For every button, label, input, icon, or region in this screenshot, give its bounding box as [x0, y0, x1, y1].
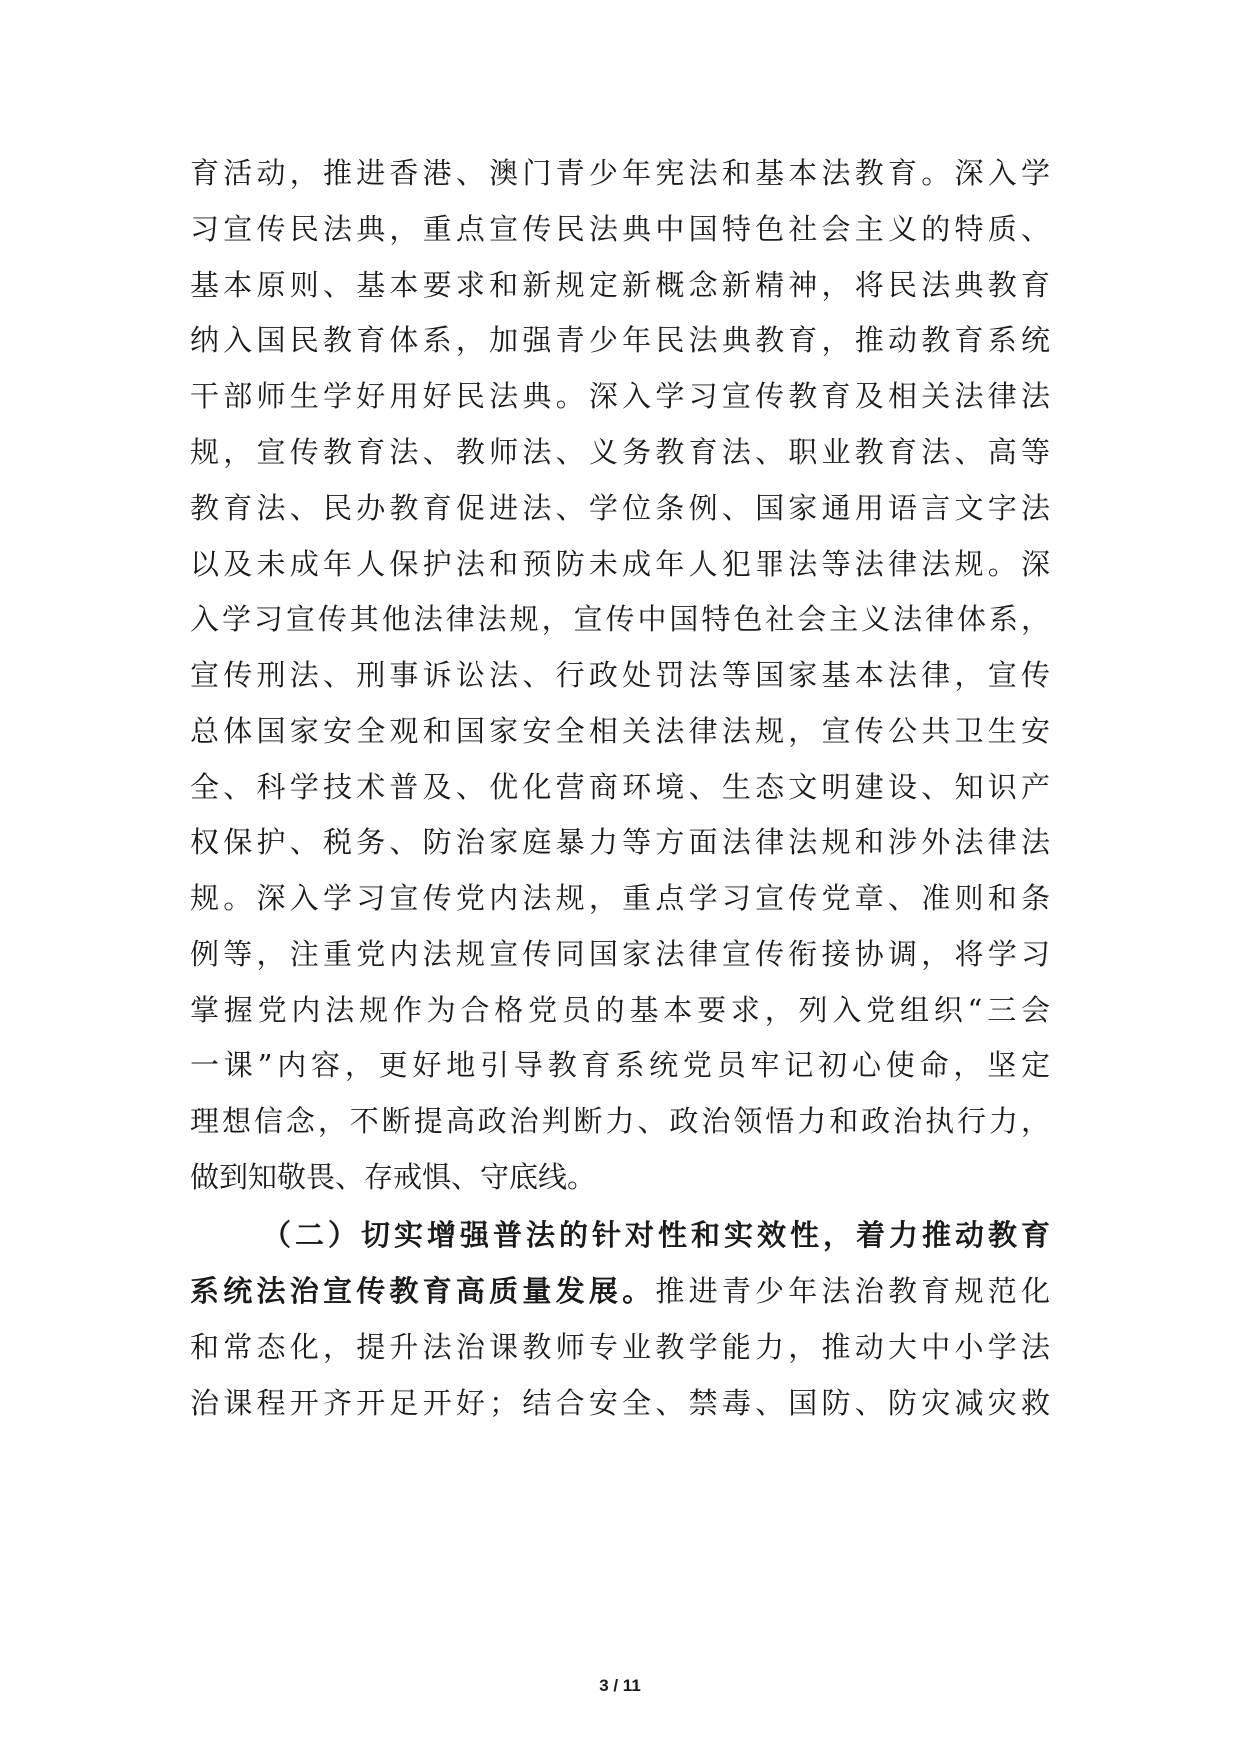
body-text-line: 和常态化，提升法治课教师专业教学能力，推动大中小学法: [190, 1330, 1050, 1364]
body-text-line: 育活动，推进香港、澳门青少年宪法和基本法教育。深入学: [190, 156, 1050, 190]
body-text-line: 教育法、民办教育促进法、学位条例、国家通用语言文字法: [190, 491, 1050, 525]
body-text-line: 例等，注重党内法规宣传同国家法律宣传衔接协调，将学习: [190, 937, 1050, 971]
body-text-line: 全、科学技术普及、优化营商环境、生态文明建设、知识产: [190, 770, 1050, 804]
body-text-line: 干部师生学好用好民法典。深入学习宣传教育及相关法律法: [190, 379, 1050, 413]
body-text-line: 基本原则、基本要求和新规定新概念新精神，将民法典教育: [190, 268, 1050, 302]
body-text-line: 做到知敬畏、存戒惧、守底线。: [190, 1160, 597, 1194]
body-text-line: 理想信念，不断提高政治判断力、政治领悟力和政治执行力，: [190, 1104, 1050, 1138]
body-text-line: 宣传刑法、刑事诉讼法、行政处罚法等国家基本法律，宣传: [190, 658, 1050, 692]
body-text-line: 纳入国民教育体系，加强青少年民法典教育，推动教育系统: [190, 323, 1050, 357]
body-text-line: 入学习宣传其他法律法规，宣传中国特色社会主义法律体系，: [190, 602, 1050, 636]
body-text-line: 掌握党内法规作为合格党员的基本要求，列入党组织“三会: [190, 993, 1050, 1027]
body-text-line: 以及未成年人保护法和预防未成年人犯罪法等法律法规。深: [190, 547, 1050, 581]
body-text-line: 一课”内容，更好地引导教育系统党员牢记初心使命，坚定: [190, 1048, 1050, 1082]
body-text-line: 规，宣传教育法、教师法、义务教育法、职业教育法、高等: [190, 435, 1050, 469]
body-text-line: 规。深入学习宣传党内法规，重点学习宣传党章、准则和条: [190, 881, 1050, 915]
section-heading: （二）切实增强普法的针对性和实效性，着力推动教育: [262, 1218, 1050, 1252]
section-body-text: 推进青少年法治教育规范化: [655, 1274, 1050, 1308]
section-heading-bold-text: 系统法治宣传教育高质量发展。: [190, 1274, 656, 1308]
section-heading-continuation: [190, 1269, 1050, 1313]
body-text-line: 治课程开齐开足开好；结合安全、禁毒、国防、防灾减灾救: [190, 1386, 1050, 1420]
page-number: 3 / 11: [599, 1676, 641, 1695]
body-text-line: 总体国家安全观和国家安全相关法律法规，宣传公共卫生安: [190, 714, 1050, 748]
body-text-line: 权保护、税务、防治家庭暴力等方面法律法规和涉外法律法: [190, 825, 1050, 859]
body-text-line: 习宣传民法典，重点宣传民法典中国特色社会主义的特质、: [190, 212, 1050, 246]
